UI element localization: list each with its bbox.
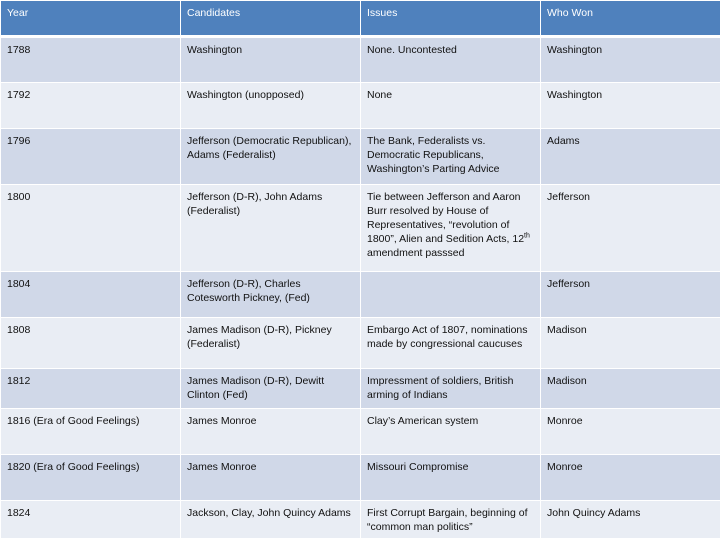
cell-issues: Clay’s American system: [361, 409, 541, 455]
cell-candidates: James Monroe: [181, 409, 361, 455]
cell-issues: None: [361, 83, 541, 129]
cell-year: 1808: [1, 318, 181, 369]
header-candidates: Candidates: [181, 1, 361, 37]
cell-year: 1796: [1, 129, 181, 185]
cell-who-won: Adams: [541, 129, 720, 185]
table-row: [1, 37, 720, 83]
cell-who-won: Jefferson: [541, 185, 720, 272]
cell-candidates: Washington (unopposed): [181, 83, 361, 129]
table-row: [1, 501, 720, 539]
issues-text: Tie between Jefferson and Aaron Burr resolved by House of Representatives, “revolution of 1800”, Alien and Sedition Acts, 12: [367, 191, 525, 245]
table-row: [1, 272, 720, 318]
cell-candidates: Jefferson (D-R), Charles Cotesworth Pickney, (Fed): [181, 272, 361, 318]
cell-year: 1816 (Era of Good Feelings): [1, 409, 181, 455]
cell-who-won: Jefferson: [541, 272, 720, 318]
header-row: [1, 1, 720, 37]
table-row: [1, 318, 720, 369]
cell-year: 1824: [1, 501, 181, 539]
cell-candidates: Jefferson (Democratic Republican), Adams (Federalist): [181, 129, 361, 185]
cell-year: 1820 (Era of Good Feelings): [1, 455, 181, 501]
cell-who-won: Monroe: [541, 455, 720, 501]
header-who-won: Who Won: [541, 1, 720, 37]
table-row: [1, 369, 720, 409]
cell-issues: [361, 185, 541, 272]
cell-candidates: Jackson, Clay, John Quincy Adams: [181, 501, 361, 539]
cell-candidates: Washington: [181, 37, 361, 83]
cell-issues: Impressment of soldiers, British arming of Indians: [361, 369, 541, 409]
cell-issues: [361, 272, 541, 318]
cell-who-won: Monroe: [541, 409, 720, 455]
cell-year: 1804: [1, 272, 181, 318]
cell-candidates: James Madison (D-R), Pickney (Federalist): [181, 318, 361, 369]
cell-year: 1792: [1, 83, 181, 129]
table-row: [1, 409, 720, 455]
cell-year: 1788: [1, 37, 181, 83]
table-row: [1, 185, 720, 272]
table-row: [1, 455, 720, 501]
ordinal-suffix: th: [524, 232, 530, 240]
header-year: Year: [1, 1, 181, 37]
cell-issues: None. Uncontested: [361, 37, 541, 83]
cell-issues: First Corrupt Bargain, beginning of “common man politics”: [361, 501, 541, 539]
header-issues: Issues: [361, 1, 541, 37]
table-row: [1, 83, 720, 129]
cell-issues: The Bank, Federalists vs. Democratic Republicans, Washington’s Parting Advice: [361, 129, 541, 185]
cell-year: 1800: [1, 185, 181, 272]
cell-who-won: John Quincy Adams: [541, 501, 720, 539]
cell-candidates: James Madison (D-R), Dewitt Clinton (Fed): [181, 369, 361, 409]
cell-who-won: Washington: [541, 83, 720, 129]
cell-year: 1812: [1, 369, 181, 409]
cell-who-won: Madison: [541, 369, 720, 409]
issues-text-tail: amendment passsed: [367, 247, 465, 259]
cell-issues: Embargo Act of 1807, nominations made by congressional caucuses: [361, 318, 541, 369]
cell-candidates: Jefferson (D-R), John Adams (Federalist): [181, 185, 361, 272]
cell-who-won: Madison: [541, 318, 720, 369]
table-row: [1, 129, 720, 185]
cell-who-won: Washington: [541, 37, 720, 83]
cell-candidates: James Monroe: [181, 455, 361, 501]
cell-issues: Missouri Compromise: [361, 455, 541, 501]
